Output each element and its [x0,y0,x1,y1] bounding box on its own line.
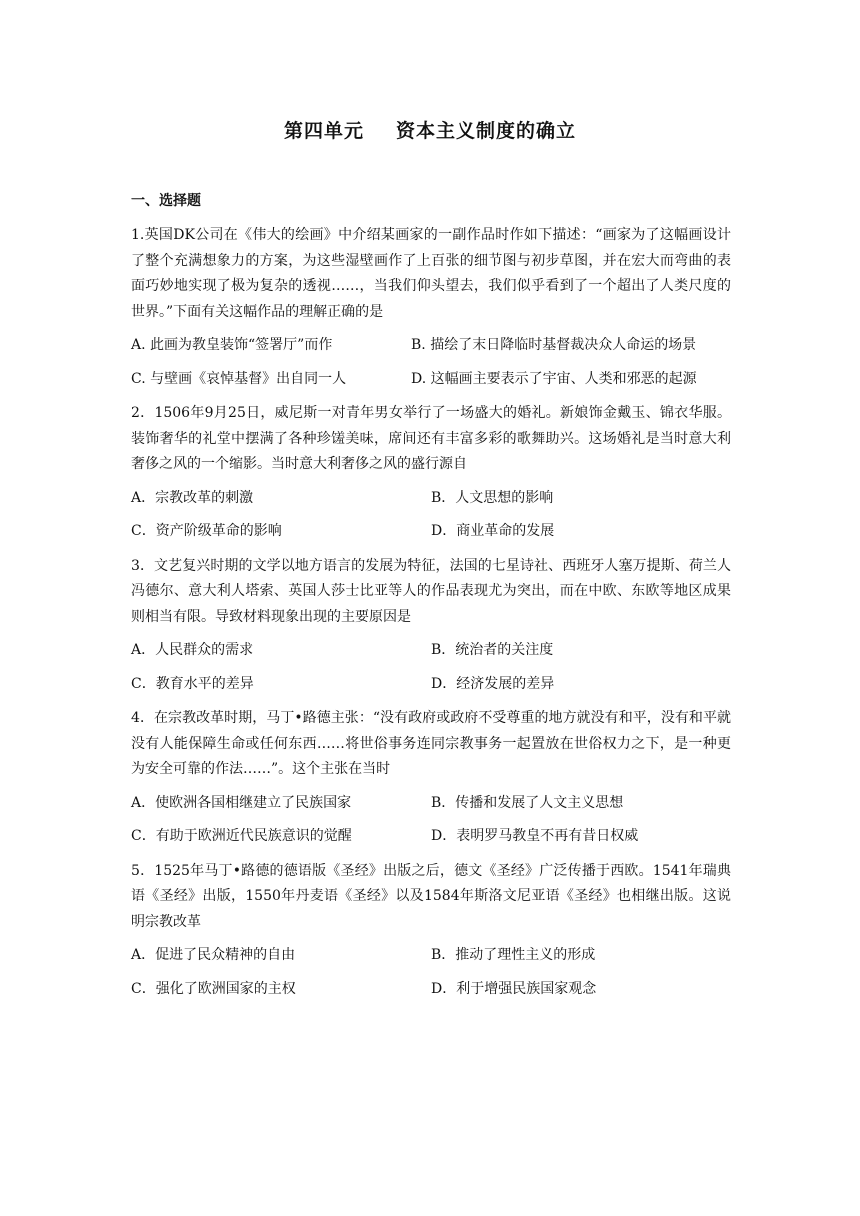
options [131,787,731,854]
option-c: C．教育水平的差异 [131,675,254,692]
option-b: B. 描绘了末日降临时基督裁决众人命运的场景 [411,337,697,353]
question [131,554,731,702]
option-a: A．使欧洲各国相继建立了民族国家 [131,794,352,811]
option-d: D．利于增强民族国家观念 [431,980,597,997]
options [131,482,731,549]
questions-list [131,223,731,1011]
option-d: D．经济发展的差异 [431,675,555,692]
option-b: B．推动了理性主义的形成 [431,947,596,963]
options [131,634,731,701]
option-d: D．商业革命的发展 [431,523,555,539]
question-stem: 4．在宗教改革时期，马丁•路德主张：“没有政府或政府不受尊重的地方就没有和平，没有和平就没有人能保障生命或任何东西……将世俗事务连同宗教事务一起置放在世俗权力之下，是一种更为安全可靠的作法……”。这个主张在当时 [131,710,731,777]
option-a: A．宗教改革的刺激 [131,489,254,506]
question-stem: 2．1506年9月25日，威尼斯一对青年男女举行了一场盛大的婚礼。新娘饰金戴玉、锦衣华服。装饰奢华的礼堂中摆满了各种珍馐美味，席间还有丰富多彩的歌舞助兴。这场婚礼是当时意大利奢侈之风的一个缩影。当时意大利奢侈之风的盛行源自 [131,405,731,472]
option-c: C．资产阶级革命的影响 [131,523,282,539]
option-a: A．促进了民众精神的自由 [131,947,296,963]
unit-title: 资本主义制度的确立 [396,120,577,142]
question [131,859,731,1007]
option-d: D．表明罗马教皇不再有昔日权威 [431,828,639,844]
section-heading: 一、选择题 [131,193,201,209]
option-a: A. 此画为教皇装饰“签署厅”而作 [131,337,333,353]
options [131,329,731,396]
option-c: C. 与壁画《哀悼基督》出自同一人 [131,370,347,387]
option-b: B．传播和发展了人文主义思想 [431,794,624,811]
page-title [0,116,860,143]
question-stem: 1.英国DK公司在《伟大的绘画》中介绍某画家的一副作品时作如下描述：“画家为了这幅画设计了整个充满想象力的方案，为这些湿壁画作了上百张的细节图与初步草图，并在宏大而弯曲的表面巧妙地实现了极为复杂的透视……，当我们仰头望去，我们似乎看到了一个超出了人类尺度的世界。”下面有关这幅作品的理解正确的是 [131,227,731,320]
question [131,706,731,854]
option-c: C．强化了欧洲国家的主权 [131,980,296,997]
question [131,401,731,549]
option-b: B．人文思想的影响 [431,489,554,506]
question-stem: 5．1525年马丁•路德的德语版《圣经》出版之后，德文《圣经》广泛传播于西欧。1541年瑞典语《圣经》出版，1550年丹麦语《圣经》以及1584年斯洛文尼亚语《圣经》也相继出版。这说明宗教改革 [131,862,731,930]
option-d: D. 这幅画主要表示了宇宙、人类和邪恶的起源 [411,370,697,387]
options [131,939,731,1006]
unit-label: 第四单元 [283,120,364,142]
option-a: A．人民群众的需求 [131,642,254,658]
option-c: C．有助于欧洲近代民族意识的觉醒 [131,828,352,844]
question-stem: 3．文艺复兴时期的文学以地方语言的发展为特征，法国的七星诗社、西班牙人塞万提斯、荷兰人冯德尔、意大利人塔索、英国人莎士比亚等人的作品表现尤为突出，而在中欧、东欧等地区成果则相当有限。导致材料现象出现的主要原因是 [131,557,731,625]
question [131,223,731,396]
option-b: B．统治者的关注度 [431,642,554,658]
